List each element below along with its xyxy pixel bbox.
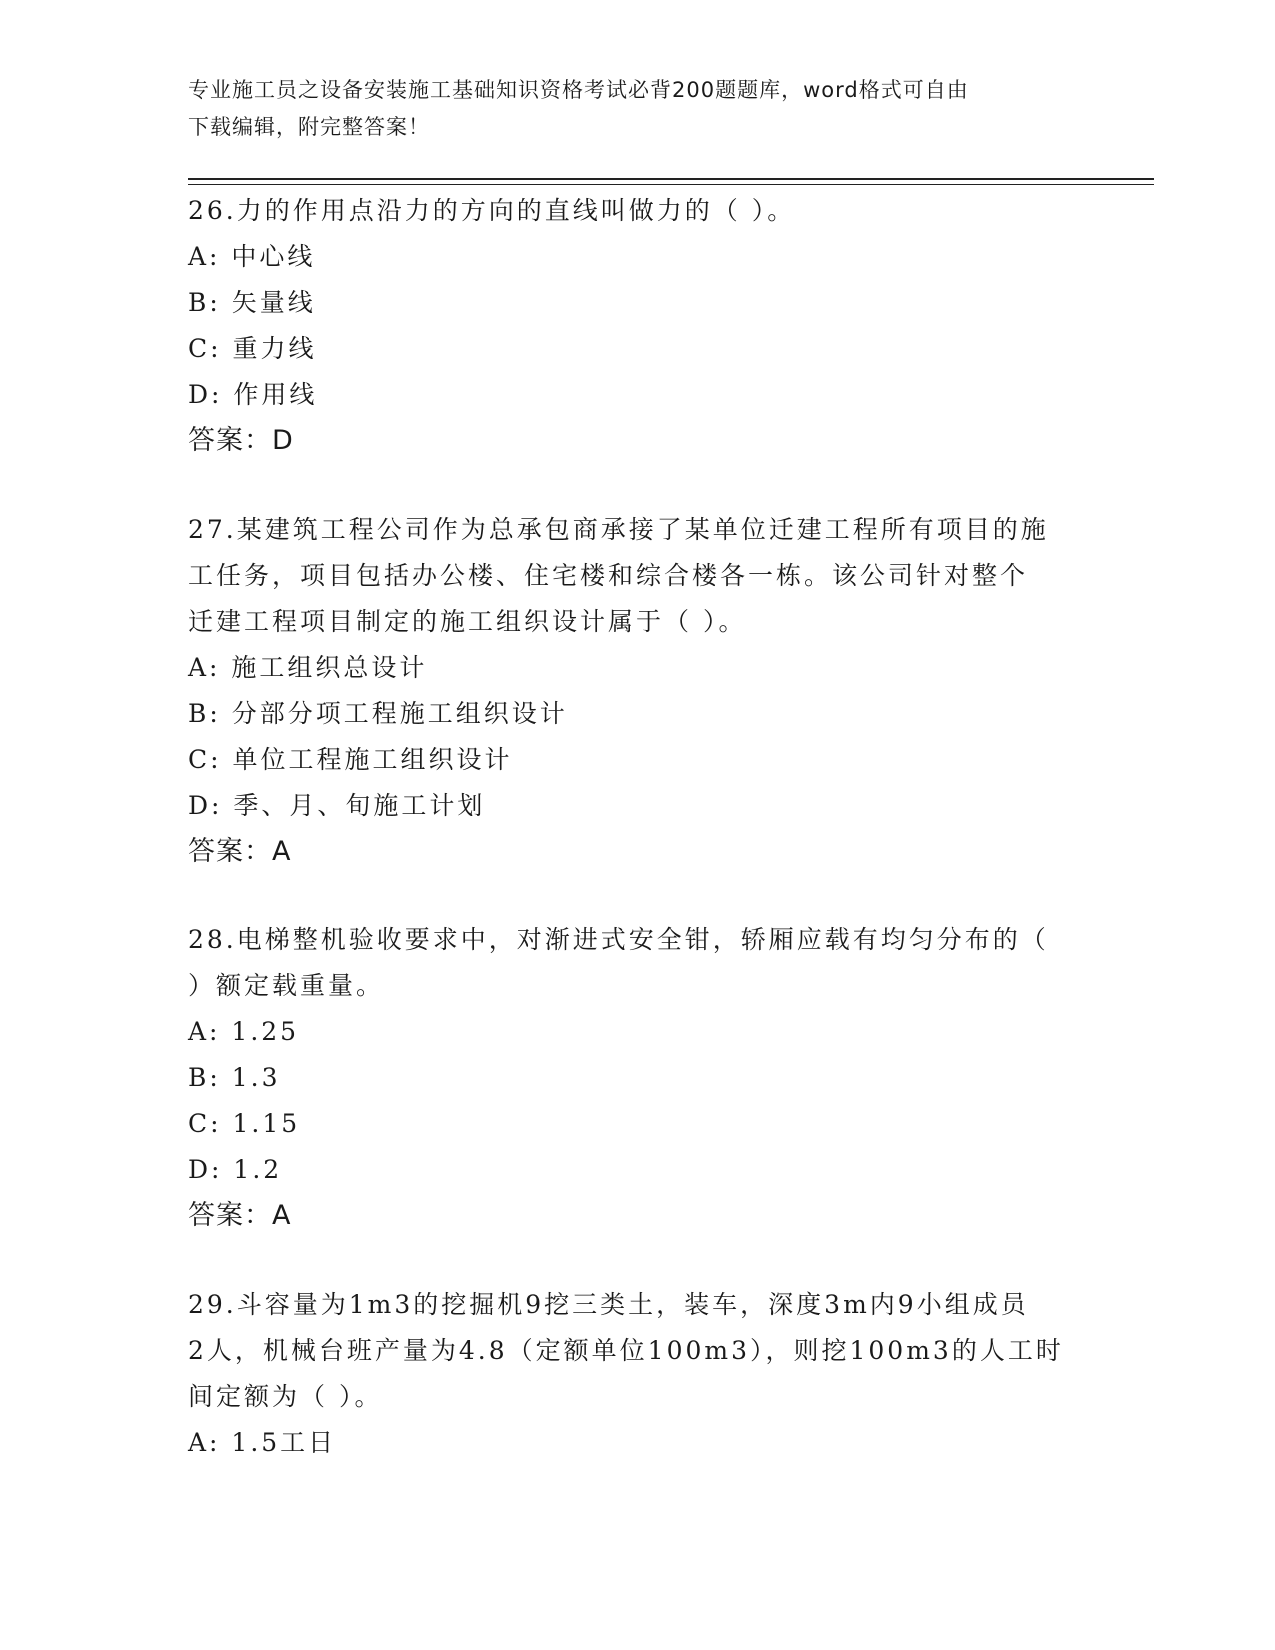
question-stem-line-3: 间定额为（ ）。 <box>188 1382 383 1411</box>
question-stem: 26.力的作用点沿力的方向的直线叫做力的（ ）。 <box>188 196 796 225</box>
option-c: C: 1.15 <box>188 1109 301 1138</box>
question-stem-line-3: 迁建工程项目制定的施工组织设计属于（ ）。 <box>188 607 747 636</box>
header-line-2: 下载编辑，附完整答案！ <box>188 115 430 139</box>
option-c: C: 重力线 <box>188 334 317 363</box>
answer: 答案：A <box>188 1200 292 1231</box>
option-b: B: 矢量线 <box>188 288 316 317</box>
question-26 <box>188 188 1088 464</box>
header-divider-thin <box>188 184 1154 185</box>
option-b: B: 分部分项工程施工组织设计 <box>188 699 568 728</box>
answer: 答案：D <box>188 425 294 456</box>
option-a: A: 1.25 <box>188 1017 300 1046</box>
question-29 <box>188 1282 1088 1466</box>
question-stem-line-2: ）额定载重量。 <box>188 971 385 1000</box>
option-d: D: 季、月、旬施工计划 <box>188 791 486 820</box>
option-b: B: 1.3 <box>188 1063 281 1092</box>
question-stem-line-1: 27.某建筑工程公司作为总承包商承接了某单位迁建工程所有项目的施 <box>188 515 1049 544</box>
answer: 答案：A <box>188 836 292 867</box>
document-header <box>188 72 1088 146</box>
question-stem-line-2: 工任务，项目包括办公楼、住宅楼和综合楼各一栋。该公司针对整个 <box>188 561 1029 590</box>
question-stem-line-1: 29.斗容量为1m3的挖掘机9挖三类土，装车，深度3m内9小组成员 <box>188 1290 1029 1319</box>
option-a: A: 中心线 <box>188 242 316 271</box>
option-d: D: 1.2 <box>188 1155 283 1184</box>
question-28 <box>188 917 1088 1239</box>
option-a: A: 1.5工日 <box>188 1428 337 1457</box>
header-line-1: 专业施工员之设备安装施工基础知识资格考试必背200题题库，word格式可自由 <box>188 78 969 102</box>
question-27 <box>188 507 1088 875</box>
option-a: A: 施工组织总设计 <box>188 653 428 682</box>
header-divider <box>188 178 1154 180</box>
question-stem-line-1: 28.电梯整机验收要求中，对渐进式安全钳，轿厢应载有均匀分布的（ <box>188 925 1049 954</box>
question-stem-line-2: 2人，机械台班产量为4.8（定额单位100m3），则挖100m3的人工时 <box>188 1336 1064 1365</box>
option-d: D: 作用线 <box>188 380 318 409</box>
option-c: C: 单位工程施工组织设计 <box>188 745 513 774</box>
